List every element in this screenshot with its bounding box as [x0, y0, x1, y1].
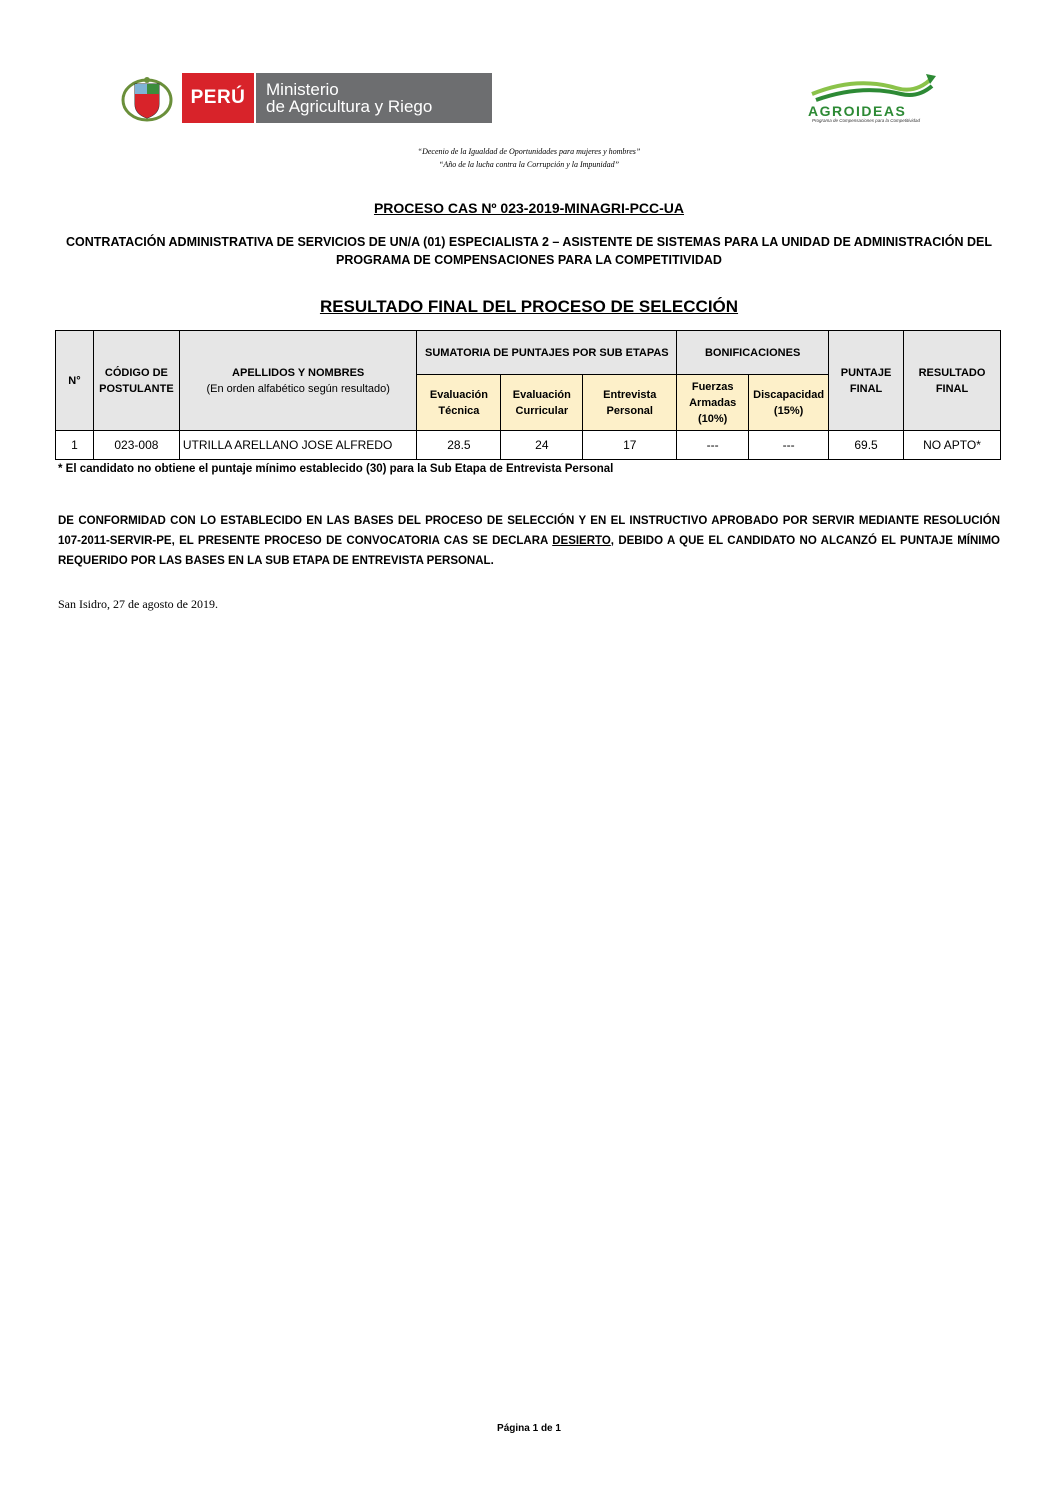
declaration-part-2: , DEBIDO A QUE EL CANDIDATO NO ALCANZÓ EL PUNTAJE MÍNIMO REQUERIDO POR LAS BASES EN LA SUB ETAPA DE ENTREVISTA PERSONAL.	[58, 535, 1000, 567]
process-subtitle: CONTRATACIÓN ADMINISTRATIVA DE SERVICIOS DE UN/A (01) ESPECIALISTA 2 – ASISTENTE DE SISTEMAS PARA LA UNIDAD DE ADMINISTRACIÓN DEL PROGRAMA DE COMPENSACIONES PARA LA COMPETITIVIDAD	[66, 235, 992, 267]
cell-puntaje: 69.5	[829, 431, 904, 460]
header-eval-tecnica: Evaluación Técnica	[417, 375, 501, 431]
header-sum-group: SUMATORIA DE PUNTAJES POR SUB ETAPAS	[417, 331, 677, 375]
ministry-line-2: de Agricultura y Riego	[266, 97, 433, 116]
date-line: San Isidro, 27 de agosto de 2019.	[58, 597, 218, 611]
agroideas-wordmark: AGROIDEAS	[808, 103, 907, 119]
header-resultado: RESULTADO FINAL	[904, 331, 1001, 431]
header-names-note: (En orden alfabético según resultado)	[206, 382, 390, 395]
declaration-paragraph	[58, 511, 1000, 571]
header-names	[179, 331, 417, 431]
decenio-line-1: “Decenio de la Igualdad de Oportunidades para mujeres y hombres”	[417, 147, 641, 156]
cell-num: 1	[56, 431, 94, 460]
ministry-line-1: Ministerio	[266, 80, 339, 99]
header-puntaje: PUNTAJE FINAL	[829, 331, 904, 431]
agroideas-tagline: Programa de Compensaciones para la Competitividad	[812, 118, 921, 123]
result-title: RESULTADO FINAL DEL PROCESO DE SELECCIÓN	[319, 297, 739, 316]
peru-logo-box	[182, 73, 254, 123]
results-table	[55, 330, 1001, 460]
cell-resultado: NO APTO*	[904, 431, 1001, 460]
process-title: PROCESO CAS Nº 023-2019-MINAGRI-PCC-UA	[373, 200, 685, 216]
cell-fuerzas-armadas: ---	[677, 431, 749, 460]
peru-label: PERÚ	[190, 87, 246, 108]
table-row	[56, 431, 1001, 460]
cell-eval-tecnica: 28.5	[417, 431, 501, 460]
header-discapacidad: Discapacidad (15%)	[749, 375, 829, 431]
declaration-desierto: DESIERTO	[552, 535, 611, 547]
ministry-logo-box	[256, 73, 492, 123]
decenio-line-2: “Año de la lucha contra la Corrupción y la Impunidad”	[438, 160, 620, 169]
page-footer: Página 1 de 1	[497, 1423, 561, 1434]
cell-name: UTRILLA ARELLANO JOSE ALFREDO	[179, 431, 417, 460]
table-footnote: * El candidato no obtiene el puntaje mínimo establecido (30) para la Sub Etapa de Entrevista Personal	[58, 463, 614, 475]
declaration-part-1: DE CONFORMIDAD CON LO ESTABLECIDO EN LAS BASES DEL PROCESO DE SELECCIÓN Y EN EL INSTRUCTIVO APROBADO POR SERVIR MEDIANTE RESOLUCIÓN 107-2011-SERVIR-PE, EL PRESENTE PROCESO DE CONVOCATORIA CAS SE DECLARA	[58, 515, 1000, 547]
header-eval-curricular: Evaluación Curricular	[501, 375, 583, 431]
peru-coat-of-arms-icon	[120, 74, 174, 122]
cell-discapacidad: ---	[749, 431, 829, 460]
header-names-label: APELLIDOS Y NOMBRES	[232, 366, 365, 379]
header-bonus-group: BONIFICACIONES	[677, 331, 829, 375]
header-num: N°	[56, 331, 94, 431]
header-code: CÓDIGO DE POSTULANTE	[93, 331, 179, 431]
cell-code: 023-008	[93, 431, 179, 460]
cell-eval-curricular: 24	[501, 431, 583, 460]
header-fuerzas-armadas: Fuerzas Armadas (10%)	[677, 375, 749, 431]
cell-entrevista: 17	[583, 431, 677, 460]
header-entrevista: Entrevista Personal	[583, 375, 677, 431]
